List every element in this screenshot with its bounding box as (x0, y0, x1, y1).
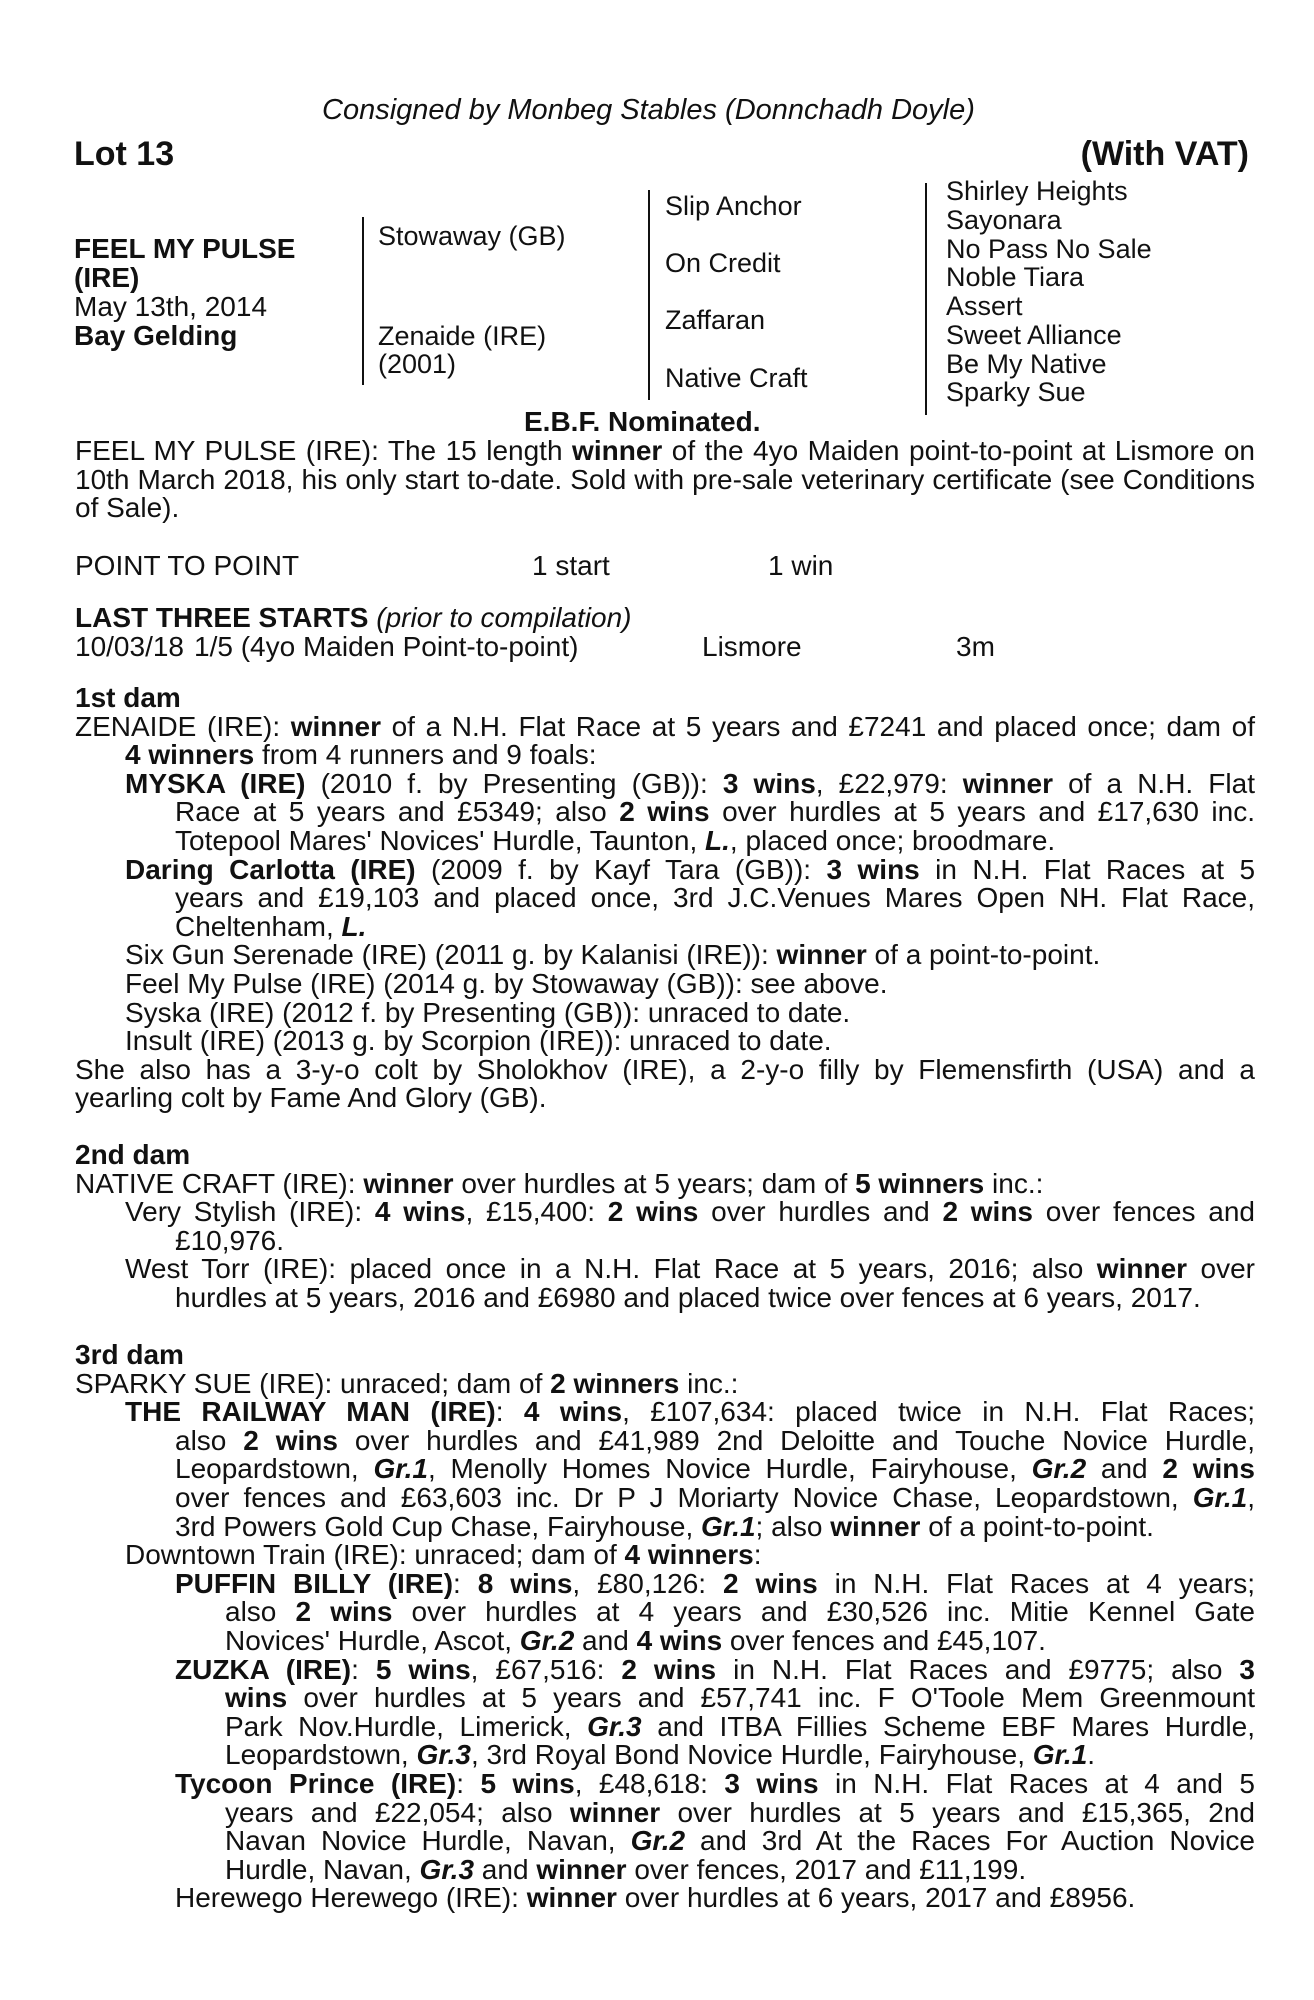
first-dam-also: She also has a 3-y-o colt by Sholokhov (IRE), a 2-y-o filly by Flemensfirth (USA) and a (75, 1053, 1255, 1085)
pedigree-g3-4: Noble Tiara (946, 262, 1085, 292)
pedigree-divider-1 (362, 217, 364, 385)
produce-puffin-billy: PUFFIN BILLY (IRE): 8 wins, £80,126: 2 wins in N.H. Flat Races at 4 years; (175, 1567, 1255, 1599)
third-dam-title: 3rd dam (75, 1339, 184, 1370)
record-label: POINT TO POINT (75, 550, 300, 581)
pedigree-dam-year: (2001) (378, 349, 457, 379)
horse-description: Bay Gelding (74, 320, 238, 351)
produce-very-stylish: Very Stylish (IRE): 4 wins, £15,400: 2 wins over hurdles and 2 wins over fences and (125, 1196, 1255, 1228)
produce-tycoon-cont: years and £22,054; also winner over hurdles at 5 years and £15,365, 2nd (225, 1796, 1255, 1828)
last-start-course: Lismore (702, 631, 802, 662)
pedigree-g3-2: Sayonara (946, 205, 1062, 235)
produce-railway-cont: Leopardstown, Gr.1, Menolly Homes Novice Hurdle, Fairyhouse, Gr.2 and 2 wins (175, 1453, 1255, 1485)
produce-puffin-cont: also 2 wins over hurdles at 4 years and £30,526 inc. Mitie Kennel Gate (225, 1596, 1255, 1628)
horse-name: FEEL MY PULSE (74, 233, 296, 264)
lot-number: Lot 13 (74, 135, 175, 173)
pedigree-g2-2: On Credit (665, 248, 781, 278)
horse-country: (IRE) (74, 262, 140, 293)
produce-daring-cont: years and £19,103 and placed once, 3rd J.C.Venues Mares Open NH. Flat Race, (175, 882, 1255, 914)
pedigree-g2-4: Native Craft (665, 363, 808, 393)
first-dam-also: yearling colt by Fame And Glory (GB). (75, 1082, 547, 1114)
pedigree-g3-6: Sweet Alliance (946, 320, 1122, 350)
pedigree-g3-1: Shirley Heights (946, 176, 1128, 206)
produce-west-torr: West Torr (IRE): placed once in a N.H. Flat Race at 5 years, 2016; also winner over (125, 1253, 1255, 1285)
first-dam-line: ZENAIDE (IRE): winner of a N.H. Flat Race at 5 years and £7241 and placed once; dam of (75, 710, 1255, 742)
produce-daring-carlotta: Daring Carlotta (IRE) (2009 f. by Kayf Tara (GB)): 3 wins in N.H. Flat Races at 5 (125, 853, 1256, 885)
record-starts: 1 start (532, 550, 610, 581)
produce-zuzka: ZUZKA (IRE): 5 wins, £67,516: 2 wins in N.H. Flat Races and £9775; also 3 (175, 1653, 1255, 1685)
first-dam-line: 4 winners from 4 runners and 9 foals: (125, 739, 597, 771)
record-wins: 1 win (768, 550, 834, 581)
second-dam-section (75, 1141, 1255, 1313)
third-dam-line: SPARKY SUE (IRE): unraced; dam of 2 winners inc.: (75, 1367, 739, 1399)
produce-myska: MYSKA (IRE) (2010 f. by Presenting (GB)): 3 wins, £22,979: winner of a N.H. Flat (125, 767, 1255, 799)
horse-dob: May 13th, 2014 (74, 291, 268, 322)
produce-railway-cont: over fences and £63,603 inc. Dr P J Moriarty Novice Chase, Leopardstown, Gr.1, (175, 1481, 1255, 1513)
produce-syska: Syska (IRE) (2012 f. by Presenting (GB)): unraced to date. (125, 996, 851, 1028)
produce-zuzka-cont: Leopardstown, Gr.3, 3rd Royal Bond Novice Hurdle, Fairyhouse, Gr.1. (225, 1739, 1096, 1771)
first-dam-title: 1st dam (75, 682, 181, 713)
second-dam-title: 2nd dam (75, 1139, 191, 1170)
vat-note: (With VAT) (1080, 135, 1249, 173)
produce-zuzka-cont: wins over hurdles at 5 years and £57,741 inc. F O'Toole Mem Greenmount (225, 1682, 1255, 1714)
first-dam-section (75, 684, 1255, 1113)
pedigree-g3-7: Be My Native (946, 349, 1107, 379)
produce-herewego: Herewego Herewego (IRE): winner over hurdles at 6 years, 2017 and £8956. (175, 1882, 1136, 1914)
produce-feel-my-pulse: Feel My Pulse (IRE) (2014 g. by Stowaway (GB)): see above. (125, 967, 888, 999)
last-start-date: 10/03/18 (75, 631, 184, 662)
produce-west-torr-cont: hurdles at 5 years, 2016 and £6980 and placed twice over fences at 6 years, 2017. (175, 1281, 1201, 1313)
produce-tycoon-prince: Tycoon Prince (IRE): 5 wins, £48,618: 3 wins in N.H. Flat Races at 4 and 5 (175, 1767, 1255, 1799)
pedigree-g2-1: Slip Anchor (665, 191, 802, 221)
produce-railway-man: THE RAILWAY MAN (IRE): 4 wins, £107,634: placed twice in N.H. Flat Races; (125, 1396, 1255, 1428)
produce-downtown-train: Downtown Train (IRE): unraced; dam of 4 winners: (125, 1539, 762, 1571)
pedigree-divider-3 (925, 183, 927, 415)
pedigree-g3-5: Assert (946, 291, 1023, 321)
pedigree-divider-2 (648, 190, 650, 400)
pedigree-g3-3: No Pass No Sale (946, 234, 1152, 264)
produce-six-gun: Six Gun Serenade (IRE) (2011 g. by Kalanisi (IRE)): winner of a point-to-point. (125, 939, 1101, 971)
produce-puffin-cont: Novices' Hurdle, Ascot, Gr.2 and 4 wins over fences and £45,107. (225, 1624, 1046, 1656)
produce-daring-cont: Cheltenham, L. (175, 910, 367, 942)
produce-tycoon-cont: Navan Novice Hurdle, Navan, Gr.2 and 3rd At the Races For Auction Novice (225, 1825, 1255, 1857)
second-dam-line: NATIVE CRAFT (IRE): winner over hurdles at 5 years; dam of 5 winners inc.: (75, 1167, 1044, 1199)
last-start-race: 1/5 (4yo Maiden Point-to-point) (194, 631, 579, 662)
pedigree-sire: Stowaway (GB) (378, 221, 566, 251)
third-dam-section (75, 1341, 1255, 1913)
produce-zuzka-cont: Park Nov.Hurdle, Limerick, Gr.3 and ITBA Fillies Scheme EBF Mares Hurdle, (225, 1710, 1255, 1742)
pedigree-g2-3: Zaffaran (665, 305, 766, 335)
produce-railway-cont: also 2 wins over hurdles and £41,989 2nd Deloitte and Touche Novice Hurdle, (175, 1424, 1255, 1456)
produce-myska-cont: Totepool Mares' Novices' Hurdle, Taunton, L., placed once; broodmare. (175, 824, 1056, 856)
produce-tycoon-cont: Hurdle, Navan, Gr.3 and winner over fences, 2017 and £11,199. (225, 1853, 1027, 1885)
consignor: Consigned by Monbeg Stables (Donnchadh Doyle) (322, 94, 975, 126)
ebf-nomination: E.B.F. Nominated. (524, 406, 761, 437)
pedigree-dam: Zenaide (IRE) (378, 321, 547, 351)
pedigree-g3-8: Sparky Sue (946, 377, 1086, 407)
produce-railway-cont: 3rd Powers Gold Cup Chase, Fairyhouse, Gr.1; also winner of a point-to-point. (175, 1510, 1154, 1542)
produce-very-stylish-cont: £10,976. (175, 1224, 284, 1256)
last-three-heading: LAST THREE STARTS (prior to compilation) (75, 602, 632, 633)
last-start-distance: 3m (956, 631, 995, 662)
intro-paragraph: FEEL MY PULSE (IRE): The 15 length winner of the 4yo Maiden point-to-point at Lismore on 10th March 2018, his only start to-date. Sold with pre-sale veterinary certificate (see Conditions of Sale). (75, 435, 1255, 524)
produce-insult: Insult (IRE) (2013 g. by Scorpion (IRE)): unraced to date. (125, 1025, 832, 1057)
produce-myska-cont: Race at 5 years and £5349; also 2 wins over hurdles at 5 years and £17,630 inc. (175, 796, 1255, 828)
